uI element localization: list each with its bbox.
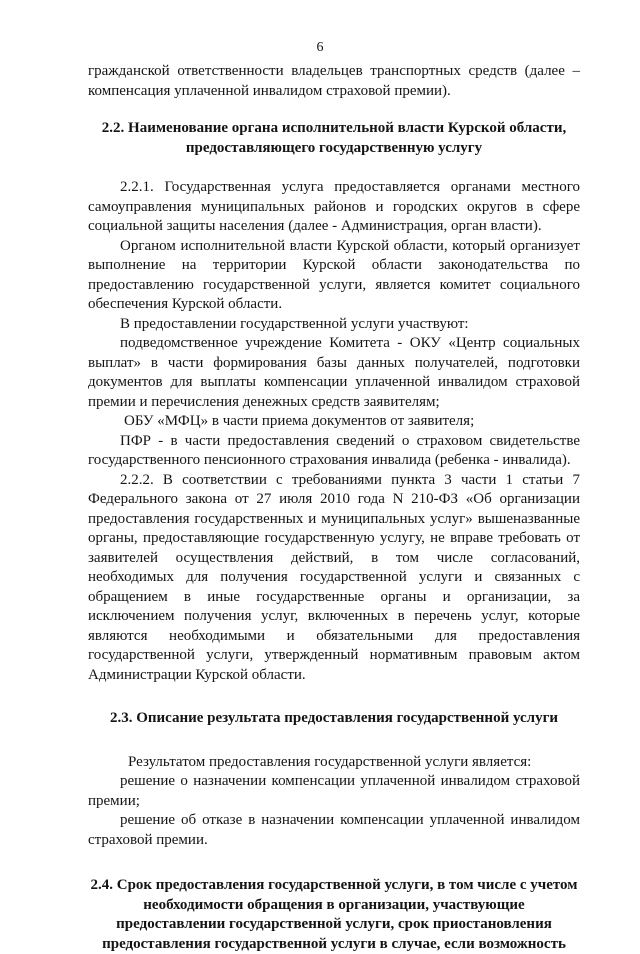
intro-paragraph: гражданской ответственности владельцев транспортных средств (далее – компенсация уплаченной инвалидом страховой премии). <box>88 63 580 99</box>
paragraph-obu-mfc: ОБУ «МФЦ» в части приема документов от заявителя; <box>124 413 475 429</box>
paragraph-result-refusal: решение об отказе в назначении компенсации уплаченной инвалидом страховой премии. <box>88 812 580 848</box>
paragraph-2-2-1: 2.2.1. Государственная услуга предоставляется органами местного самоуправления муниципальных районов и городских округов в сфере социальной защиты населения (далее - Администрация, орган власти). <box>88 179 580 234</box>
paragraph-result-grant: решение о назначении компенсации уплаченной инвалидом страховой премии; <box>88 773 580 809</box>
paragraph-participants-intro: В предоставлении государственной услуги участвуют: <box>120 315 469 332</box>
paragraph-pfr: ПФР - в части предоставления сведений о страховом свидетельстве государственного пенсионного страхования инвалида (ребенка - инвалида). <box>88 432 580 468</box>
section-2-3-heading: 2.3. Описание результата предоставления государственной услуги <box>109 710 559 726</box>
paragraph-result-intro: Результатом предоставления государственной услуги является: <box>128 753 532 770</box>
paragraph-oku-csv: подведомственное учреждение Комитета - ОКУ «Центр социальных выплат» в части формирования базы данных получателей, подготовки документов для выплаты компенсации уплаченной инвалидом страховой премии и перечисления денежных средств заявителям; <box>88 335 580 410</box>
paragraph-executive-body: Органом исполнительной власти Курской области, который организует выполнение на территории Курской области законодательства по предоставлению государственной услуги, является комитет социального обеспечения Курской области. <box>88 237 580 312</box>
paragraph-2-2-2: 2.2.2. В соответствии с требованиями пункта 3 части 1 статьи 7 Федерального закона от 27 июля 2010 года N 210-ФЗ «Об организации предоставления государственных и муниципальных услуг» вышеназванные органы, предоставляющие государственную услугу, не вправе требовать от заявителей осуществления действий, в том числе согласований, необходимых для получения государственной услуги и связанных с обращением в иные государственные органы и организации, за исключением получения услуг, включенных в перечень услуг, которые являются необходимыми и обязательными для предоставления государственной услуги, утвержденный нормативным правовым актом Администрации Курской области. <box>88 471 580 683</box>
page-number: 6 <box>316 40 324 55</box>
section-2-4-heading: 2.4. Срок предоставления государственной услуги, в том числе с учетом необходимости обращения в организации, участвующие предоставлении государственной услуги, срок приостановления предоставления государственной услуги в случае, если возможность <box>90 877 578 952</box>
document-body <box>88 62 580 954</box>
section-2-2-heading: 2.2. Наименование органа исполнительной власти Курской области, предоставляющего государственную услугу <box>101 120 567 156</box>
